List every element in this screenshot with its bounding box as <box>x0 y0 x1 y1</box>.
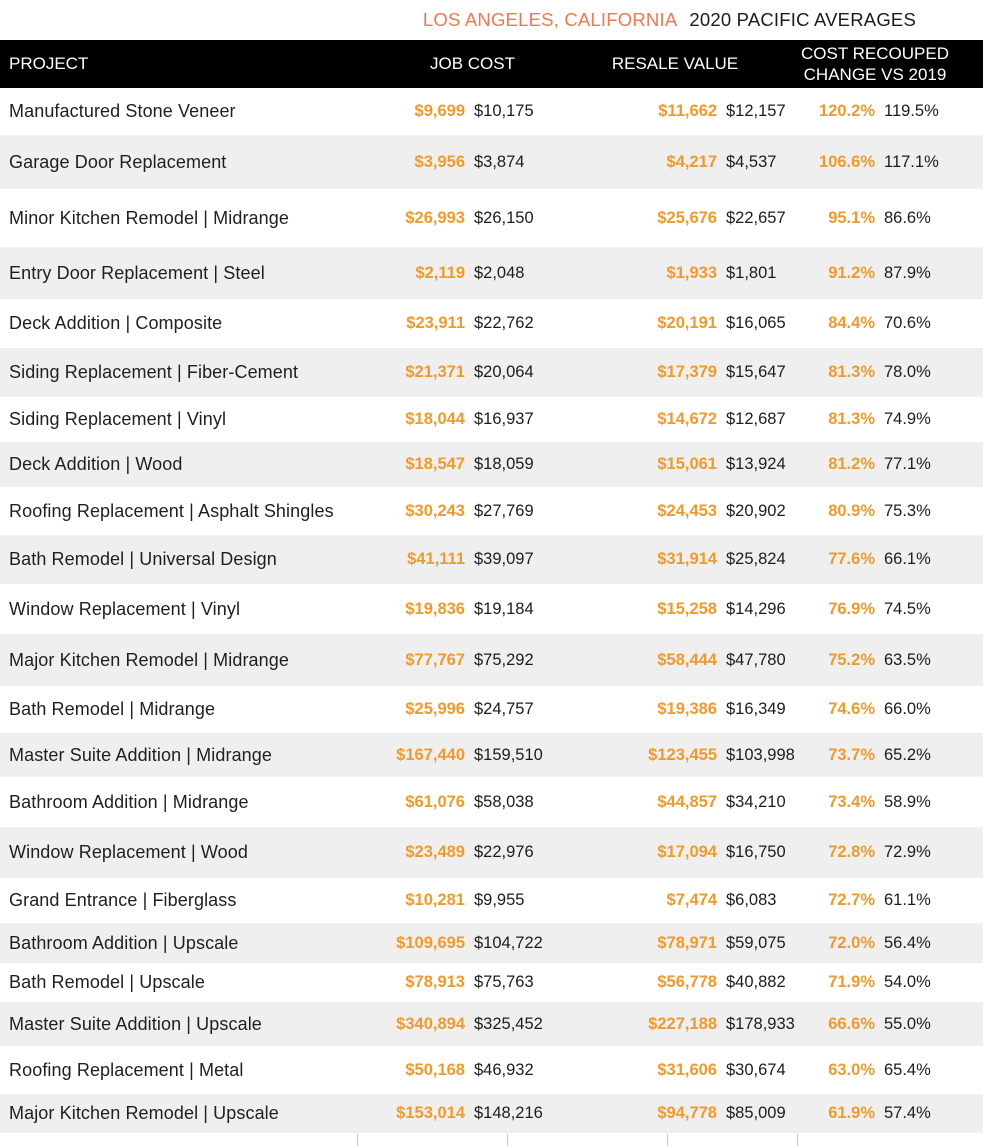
table-row <box>0 584 983 634</box>
cost-recouped-2019: 58.9% <box>884 792 931 811</box>
table-row <box>0 923 983 963</box>
cost-recouped-2019: 66.1% <box>884 550 931 568</box>
resale-value-2020: $11,662 <box>658 102 717 120</box>
job-cost-2019-value: $20,064 <box>474 363 534 381</box>
job-cost-2020-value: $26,993 <box>405 208 465 227</box>
job-cost-2019-value: $26,150 <box>474 208 534 227</box>
job-cost-2019-value: $3,874 <box>474 152 525 171</box>
cost-recouped-2020: 76.9% <box>828 599 875 618</box>
job-cost-2020-value: $30,243 <box>405 501 465 520</box>
resale-value-2020: $58,444 <box>657 650 717 669</box>
resale-value-2020: $78,971 <box>657 933 717 952</box>
column-divider-tick <box>797 1134 798 1146</box>
job-cost-2019-value: $159,510 <box>474 745 543 764</box>
project-name: Master Suite Addition | Midrange <box>9 744 273 765</box>
resale-value-2020: $17,379 <box>657 363 717 381</box>
job-cost-2020-value: $21,371 <box>405 363 465 381</box>
cost-recouped-2019: 61.1% <box>884 891 931 909</box>
job-cost-2020-value: $340,894 <box>396 1014 465 1033</box>
job-cost-2019-value: $39,097 <box>474 550 534 568</box>
column-header-cost-recouped-line2: CHANGE VS 2019 <box>803 65 947 84</box>
cost-recouped-2020: 73.7% <box>828 745 875 764</box>
resale-value-2020: $31,606 <box>657 1060 717 1079</box>
project-name: Siding Replacement | Vinyl <box>9 409 227 429</box>
project-name: Deck Addition | Wood <box>9 454 183 474</box>
resale-value-2020: $15,061 <box>657 455 717 473</box>
cost-recouped-2019: 55.0% <box>884 1014 931 1033</box>
resale-value-2019: $6,083 <box>726 891 777 909</box>
project-name: Bath Remodel | Universal Design <box>9 549 277 569</box>
job-cost-2019-value: $22,762 <box>474 314 534 332</box>
job-cost-2019-value: $9,955 <box>474 891 525 909</box>
cost-recouped-2019: 72.9% <box>884 843 931 861</box>
resale-value-2020: $19,386 <box>657 700 717 718</box>
project-name: Major Kitchen Remodel | Upscale <box>9 1103 279 1123</box>
project-name: Master Suite Addition | Upscale <box>9 1013 262 1034</box>
job-cost-2020-value: $10,281 <box>405 891 465 909</box>
column-divider-tick <box>357 1134 358 1146</box>
cost-recouped-2019: 74.5% <box>884 599 931 618</box>
resale-value-2020: $44,857 <box>657 792 717 811</box>
resale-value-2019: $1,801 <box>726 263 777 282</box>
column-header-resale-value: RESALE VALUE <box>611 54 739 73</box>
column-header-project: PROJECT <box>9 54 89 73</box>
job-cost-2019-value: $10,175 <box>474 102 534 120</box>
project-name: Siding Replacement | Fiber-Cement <box>9 362 299 382</box>
resale-value-2020: $94,778 <box>657 1104 717 1122</box>
resale-value-2019: $178,933 <box>726 1014 795 1033</box>
job-cost-2020-value: $9,699 <box>414 102 465 120</box>
cost-recouped-2020: 63.0% <box>828 1060 875 1079</box>
job-cost-2020-value: $41,111 <box>407 550 465 568</box>
resale-value-2019: $25,824 <box>726 550 786 568</box>
project-name: Roofing Replacement | Asphalt Shingles <box>9 500 334 521</box>
resale-value-2019: $47,780 <box>726 650 786 669</box>
project-name: Entry Door Replacement | Steel <box>9 262 265 283</box>
resale-value-2019: $59,075 <box>726 933 786 952</box>
resale-value-2020: $24,453 <box>657 501 717 520</box>
cost-recouped-2019: 63.5% <box>884 650 931 669</box>
cost-recouped-2019: 56.4% <box>884 933 931 952</box>
cost-recouped-2019: 86.6% <box>884 208 931 227</box>
job-cost-2020-value: $19,836 <box>405 599 465 618</box>
table-row <box>0 535 983 584</box>
table-row <box>0 299 983 348</box>
cost-recouped-2019: 87.9% <box>884 263 931 282</box>
project-name: Bath Remodel | Midrange <box>9 699 216 719</box>
resale-value-2020: $123,455 <box>648 745 717 764</box>
resale-value-2019: $16,065 <box>726 314 786 332</box>
job-cost-2019-value: $104,722 <box>474 933 543 952</box>
job-cost-2020-value: $3,956 <box>414 152 465 171</box>
cost-recouped-2020: 95.1% <box>828 208 875 227</box>
resale-value-2019: $15,647 <box>726 363 786 381</box>
table-row <box>0 88 983 135</box>
cost-recouped-2020: 73.4% <box>828 792 875 811</box>
column-header-cost-recouped-line1: COST RECOUPED <box>801 44 949 63</box>
cost-recouped-2020: 71.9% <box>828 973 875 991</box>
resale-value-2019: $4,537 <box>726 152 777 171</box>
cost-recouped-2020: 91.2% <box>828 263 875 282</box>
job-cost-2019-value: $148,216 <box>474 1104 543 1122</box>
table-row <box>0 686 983 733</box>
table-row <box>0 348 983 397</box>
job-cost-2020-value: $50,168 <box>405 1060 465 1079</box>
table-row <box>0 135 983 189</box>
resale-value-2019: $85,009 <box>726 1104 786 1122</box>
table-header-row <box>0 40 983 88</box>
title-period: 2020 PACIFIC AVERAGES <box>689 9 916 30</box>
project-name: Manufactured Stone Veneer <box>9 101 236 121</box>
project-name: Bath Remodel | Upscale <box>9 972 205 992</box>
resale-value-2019: $34,210 <box>726 792 786 811</box>
cost-recouped-2019: 78.0% <box>884 363 931 381</box>
job-cost-2019-value: $18,059 <box>474 455 534 473</box>
job-cost-2019-value: $325,452 <box>474 1014 543 1033</box>
cost-recouped-2019: 75.3% <box>884 501 931 520</box>
table-row <box>0 1002 983 1046</box>
cost-recouped-2020: 75.2% <box>828 650 875 669</box>
project-name: Major Kitchen Remodel | Midrange <box>9 649 290 670</box>
job-cost-2019-value: $75,292 <box>474 650 534 669</box>
job-cost-2019-value: $2,048 <box>474 263 525 282</box>
job-cost-2020-value: $77,767 <box>405 650 465 669</box>
resale-value-2020: $20,191 <box>657 314 717 332</box>
job-cost-2020-value: $18,547 <box>405 455 465 473</box>
resale-value-2020: $56,778 <box>657 973 717 991</box>
project-name: Roofing Replacement | Metal <box>9 1059 244 1080</box>
cost-recouped-2020: 61.9% <box>828 1104 875 1122</box>
table-row <box>0 777 983 827</box>
project-name: Window Replacement | Vinyl <box>9 598 241 619</box>
job-cost-2020-value: $167,440 <box>396 745 465 764</box>
resale-value-2020: $4,217 <box>666 152 717 171</box>
job-cost-2020-value: $23,911 <box>406 314 465 332</box>
table-row <box>0 397 983 442</box>
resale-value-2019: $30,674 <box>726 1060 786 1079</box>
table-row <box>0 827 983 878</box>
project-name: Grand Entrance | Fiberglass <box>9 890 237 910</box>
cost-recouped-2020: 77.6% <box>828 550 875 568</box>
resale-value-2020: $7,474 <box>666 891 717 909</box>
cost-recouped-2019: 65.4% <box>884 1060 931 1079</box>
table-row <box>0 442 983 487</box>
table-row <box>0 963 983 1002</box>
resale-value-2019: $12,687 <box>726 410 786 428</box>
cost-recouped-2020: 81.2% <box>828 455 875 473</box>
cost-recouped-2019: 57.4% <box>884 1104 931 1122</box>
project-name: Window Replacement | Wood <box>9 842 248 862</box>
cost-recouped-2020: 106.6% <box>819 152 875 171</box>
title-location: LOS ANGELES, CALIFORNIA <box>422 9 678 30</box>
report-title <box>0 0 983 40</box>
job-cost-2019-value: $22,976 <box>474 843 534 861</box>
job-cost-2020-value: $18,044 <box>405 410 465 428</box>
cost-recouped-2020: 74.6% <box>828 700 875 718</box>
job-cost-2019-value: $75,763 <box>474 973 534 991</box>
resale-value-2019: $40,882 <box>726 973 786 991</box>
project-name: Garage Door Replacement <box>9 151 227 172</box>
resale-value-2019: $13,924 <box>726 455 786 473</box>
resale-value-2020: $14,672 <box>657 410 717 428</box>
table-row <box>0 247 983 299</box>
cost-recouped-2019: 119.5% <box>884 102 939 120</box>
project-name: Bathroom Addition | Midrange <box>9 791 249 812</box>
cost-recouped-2019: 117.1% <box>884 152 939 171</box>
job-cost-2019-value: $19,184 <box>474 599 534 618</box>
column-divider-tick <box>507 1134 508 1146</box>
table-row <box>0 189 983 247</box>
table-row <box>0 1094 983 1133</box>
job-cost-2019-value: $27,769 <box>474 501 534 520</box>
project-name: Bathroom Addition | Upscale <box>9 932 239 953</box>
job-cost-2020-value: $2,119 <box>415 263 465 282</box>
project-name: Deck Addition | Composite <box>9 313 223 333</box>
cost-recouped-2019: 66.0% <box>884 700 931 718</box>
table-row <box>0 634 983 686</box>
cost-recouped-2019: 74.9% <box>884 410 931 428</box>
cost-recouped-2020: 66.6% <box>828 1014 875 1033</box>
cost-recouped-2020: 72.7% <box>828 891 875 909</box>
cost-recouped-2020: 120.2% <box>819 102 875 120</box>
job-cost-2020-value: $23,489 <box>405 843 465 861</box>
job-cost-2020-value: $109,695 <box>396 933 465 952</box>
job-cost-2020-value: $78,913 <box>405 973 465 991</box>
job-cost-2020-value: $153,014 <box>396 1104 465 1122</box>
cost-recouped-2020: 81.3% <box>828 363 875 381</box>
job-cost-2020-value: $61,076 <box>405 792 465 811</box>
cost-recouped-2019: 54.0% <box>884 973 931 991</box>
resale-value-2020: $227,188 <box>648 1014 717 1033</box>
cost-recouped-2020: 81.3% <box>828 410 875 428</box>
cost-recouped-2019: 65.2% <box>884 745 931 764</box>
table-row <box>0 878 983 923</box>
bottom-gridline-strip <box>0 1133 983 1146</box>
resale-value-2019: $16,349 <box>726 700 786 718</box>
resale-value-2019: $14,296 <box>726 599 786 618</box>
job-cost-2019-value: $58,038 <box>474 792 534 811</box>
resale-value-2019: $20,902 <box>726 501 786 520</box>
cost-recouped-2019: 77.1% <box>884 455 931 473</box>
resale-value-2020: $31,914 <box>657 550 717 568</box>
cost-recouped-2020: 80.9% <box>828 501 875 520</box>
resale-value-2020: $25,676 <box>657 208 717 227</box>
job-cost-2019-value: $16,937 <box>474 410 534 428</box>
table-row <box>0 1046 983 1094</box>
cost-recouped-2020: 84.4% <box>828 314 875 332</box>
resale-value-2019: $12,157 <box>726 102 786 120</box>
column-header-cost-recouped <box>791 43 959 85</box>
resale-value-2019: $103,998 <box>726 745 795 764</box>
resale-value-2020: $15,258 <box>657 599 717 618</box>
cost-recouped-2019: 70.6% <box>884 314 931 332</box>
job-cost-2020-value: $25,996 <box>405 700 465 718</box>
column-divider-tick <box>667 1134 668 1146</box>
resale-value-2019: $16,750 <box>726 843 786 861</box>
table-rows <box>0 88 983 1133</box>
table-row <box>0 733 983 777</box>
cost-recouped-2020: 72.0% <box>828 933 875 952</box>
cost-recouped-2020: 72.8% <box>828 843 875 861</box>
resale-value-2019: $22,657 <box>726 208 786 227</box>
table-row <box>0 487 983 535</box>
project-name: Minor Kitchen Remodel | Midrange <box>9 207 290 228</box>
resale-value-2020: $17,094 <box>657 843 717 861</box>
job-cost-2019-value: $24,757 <box>474 700 534 718</box>
job-cost-2019-value: $46,932 <box>474 1060 534 1079</box>
column-header-job-cost: JOB COST <box>429 54 515 73</box>
resale-value-2020: $1,933 <box>666 263 717 282</box>
